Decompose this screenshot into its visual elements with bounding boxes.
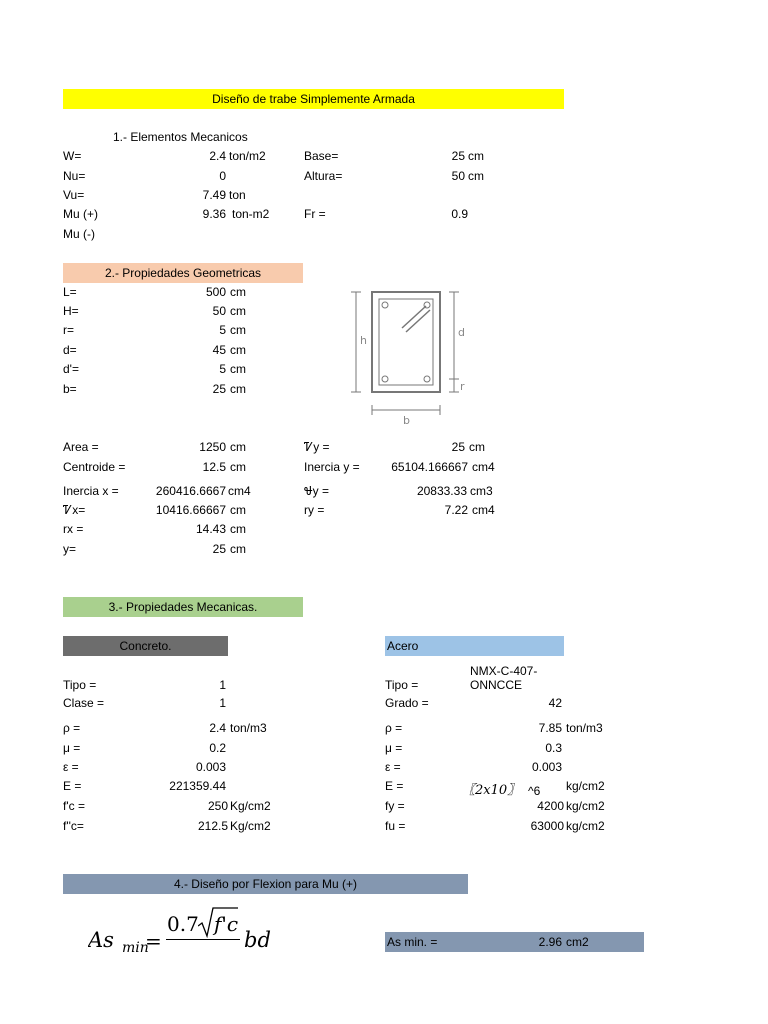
acero-tipo-label: Tipo = [385, 678, 419, 692]
conc-fc-value: 250 [207, 799, 228, 813]
acero-fy-label: fy = [385, 799, 405, 813]
diagram-b-label: b [403, 414, 410, 426]
conc-e-value: 221359.44 [169, 779, 226, 793]
w-value: 2.4 [209, 149, 226, 163]
acero-fu-unit: kg/cm2 [566, 819, 605, 833]
geom-dprime-label: d'= [63, 362, 79, 376]
conc-clase-label: Clase = [63, 696, 105, 710]
inertia-x-unit: cm4 [228, 484, 251, 498]
inertia-y-value: 65104.166667 [391, 460, 468, 474]
geom-l-unit: cm [230, 285, 246, 299]
conc-fc-unit: Kg/cm2 [230, 799, 271, 813]
geom-h-value: 50 [212, 304, 226, 318]
area-unit: cm [230, 440, 246, 454]
conc-rho-unit: ton/m3 [230, 721, 267, 735]
centroid-unit: cm [230, 460, 246, 474]
mu-pos-unit: ton-m2 [232, 207, 270, 221]
acero-mu-label: μ = [385, 741, 403, 755]
asmin-label: As min. = [387, 935, 438, 949]
mu-pos-value: 9.36 [202, 207, 226, 221]
conc-eps-value: 0.003 [195, 760, 226, 774]
acero-fy-value: 4200 [537, 799, 564, 813]
nu-value: 0 [219, 169, 226, 183]
rx-unit: cm [230, 522, 246, 536]
geom-d-label: d= [63, 343, 77, 357]
vu-unit: ton [229, 188, 246, 202]
ry-label: ry = [304, 503, 325, 517]
acero-rho-value: 7.85 [538, 721, 562, 735]
concreto-band: Concreto. [63, 636, 228, 656]
geom-d-unit: cm [230, 343, 246, 357]
mechanical-band: 3.- Propiedades Mecanicas. [63, 597, 303, 617]
formula-eq: = [145, 929, 162, 952]
nu-label: Nu= [63, 169, 86, 183]
acero-rho-label: ρ = [385, 721, 403, 735]
conc-fc-label: f'c = [63, 799, 85, 813]
mu-pos-label: Mu (+) [63, 207, 99, 221]
vu-label: Vu= [63, 188, 85, 202]
conc-mu-value: 0.2 [209, 741, 226, 755]
asmin-value: 2.96 [538, 935, 562, 949]
acero-eps-label: ε = [385, 760, 401, 774]
y-unit: cm [230, 542, 246, 556]
rx-value: 14.43 [195, 522, 226, 536]
acero-grado-value: 42 [548, 696, 562, 710]
sy-unit: cm3 [470, 484, 493, 498]
geom-b-value: 25 [212, 382, 226, 396]
sy-label: Ꮰy = [304, 484, 329, 498]
geom-dprime-value: 5 [219, 362, 226, 376]
geometry-band: 2.- Propiedades Geometricas [63, 263, 303, 283]
asmin-unit: cm2 [566, 935, 589, 949]
acero-band: Acero [385, 636, 564, 656]
acero-e-value: 〖2x10〗 [462, 783, 521, 798]
inertia-y-unit: cm4 [472, 460, 495, 474]
altura-unit: cm [468, 169, 484, 183]
conc-tipo-value: 1 [219, 678, 226, 692]
conc-fcc-label: f''c= [63, 819, 84, 833]
base-label: Base= [304, 149, 339, 163]
geom-b-label: b= [63, 382, 77, 396]
acero-e-exponent: ^6 [528, 784, 541, 798]
centroid-value: 12.5 [202, 460, 226, 474]
rx-label: rx = [63, 522, 84, 536]
sx-label: Ꮴx= [63, 503, 86, 517]
w-unit: ton/m2 [229, 149, 266, 163]
centroid-label: Centroide = [63, 460, 126, 474]
altura-label: Altura= [304, 169, 343, 183]
geom-h-unit: cm [230, 304, 246, 318]
inertia-x-label: Inercia x = [63, 484, 119, 498]
conc-tipo-label: Tipo = [63, 678, 97, 692]
acero-fu-label: fu = [385, 819, 406, 833]
formula-root: f'c [214, 912, 239, 936]
acero-fy-unit: kg/cm2 [566, 799, 605, 813]
diagram-h-label: h [360, 334, 367, 347]
conc-mu-label: μ = [63, 741, 81, 755]
vy-value: 25 [451, 440, 465, 454]
conc-e-label: E = [63, 779, 82, 793]
diagram-d-label: d [458, 326, 465, 339]
title-band: Diseño de trabe Simplemente Armada [63, 89, 564, 109]
sx-unit: cm [230, 503, 246, 517]
acero-e-unit: kg/cm2 [566, 779, 605, 793]
acero-fu-value: 63000 [530, 819, 564, 833]
conc-fcc-unit: Kg/cm2 [230, 819, 271, 833]
vy-label: Ꮴy = [304, 440, 330, 454]
formula-numerator: 0.7 [167, 912, 199, 936]
conc-rho-value: 2.4 [209, 721, 226, 735]
geom-r-value: 5 [219, 323, 226, 337]
geom-l-label: L= [63, 285, 77, 299]
y-value: 25 [212, 542, 226, 556]
ry-value: 7.22 [444, 503, 468, 517]
vy-unit: cm [469, 440, 485, 454]
geom-b-unit: cm [230, 382, 246, 396]
formula-rhs: bd [244, 928, 271, 952]
conc-rho-label: ρ = [63, 721, 81, 735]
fr-value: 0.9 [451, 207, 468, 221]
geom-d-value: 45 [212, 343, 226, 357]
acero-e-label: E = [385, 779, 404, 793]
fraction-bar [166, 939, 240, 940]
inertia-y-label: Inercia y = [304, 460, 360, 474]
diagram-r-label: r [460, 380, 465, 393]
area-label: Area = [63, 440, 99, 454]
sy-value: 20833.33 [416, 484, 467, 498]
w-label: W= [63, 149, 82, 163]
base-unit: cm [468, 149, 484, 163]
flexion-band: 4.- Diseño por Flexion para Mu (+) [63, 874, 468, 894]
vu-value: 7.49 [202, 188, 226, 202]
geom-r-label: r= [63, 323, 75, 337]
y-label: y= [63, 542, 77, 556]
geom-l-value: 500 [205, 285, 226, 299]
asmin-formula [88, 906, 288, 952]
conc-clase-value: 1 [219, 696, 226, 710]
formula-lhs: As [88, 928, 114, 952]
geom-r-unit: cm [230, 323, 246, 337]
base-value: 25 [451, 149, 465, 163]
acero-eps-value: 0.003 [531, 760, 562, 774]
acero-tipo-value-1: NMX-C-407- [470, 664, 538, 678]
ry-unit: cm4 [472, 503, 495, 517]
fr-label: Fr = [304, 207, 326, 221]
mu-neg-label: Mu (-) [63, 227, 95, 241]
formula-sub: min [122, 940, 149, 952]
conc-eps-label: ε = [63, 760, 79, 774]
inertia-x-value: 260416.6667 [155, 484, 226, 498]
acero-rho-unit: ton/m3 [566, 721, 603, 735]
area-value: 1250 [199, 440, 226, 454]
acero-tipo-value-2: ONNCCE [470, 678, 523, 692]
sx-value: 10416.66667 [155, 503, 226, 517]
conc-fcc-value: 212.5 [197, 819, 228, 833]
beam-section-diagram [348, 286, 474, 426]
geom-h-label: H= [63, 304, 79, 318]
altura-value: 50 [451, 169, 465, 183]
s1-heading: 1.- Elementos Mecanicos [113, 130, 248, 144]
geom-dprime-unit: cm [230, 362, 246, 376]
acero-grado-label: Grado = [385, 696, 429, 710]
acero-mu-value: 0.3 [545, 741, 562, 755]
